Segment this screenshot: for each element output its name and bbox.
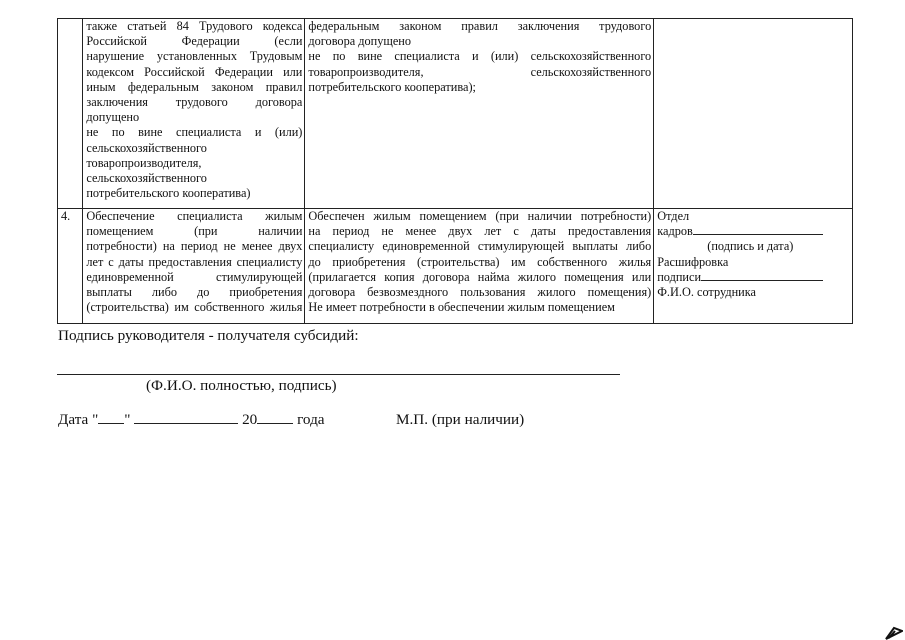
cell-text-line: договора безвозмездного пользования жилого помещения) xyxy=(308,285,652,300)
cell-text-line: потребительского кооператива) xyxy=(86,186,251,201)
signature-caption: (Ф.И.О. полностью, подпись) xyxy=(146,377,337,394)
cell-text-line: специалисту единовременной стимулирующей выплаты либо xyxy=(308,239,652,254)
cell-text-line: потребительского кооператива); xyxy=(308,79,476,94)
quote-open: " xyxy=(92,411,99,428)
table-row xyxy=(58,19,853,209)
cell-text-line: Обеспечен жилым помещением (при наличии потребности) xyxy=(308,209,652,223)
cell-text-line: сельскохозяйственного xyxy=(86,171,207,186)
table-row xyxy=(58,209,853,324)
row-number-cell: 4. xyxy=(58,209,83,324)
employee-name-label: Ф.И.О. сотрудника xyxy=(657,285,756,300)
hr-department-label: Отдел xyxy=(657,209,690,223)
month-blank xyxy=(134,423,238,424)
cell-text-line: договора допущено xyxy=(308,34,412,49)
cell-text-line: федеральным законом правил заключения трудового xyxy=(308,19,652,33)
hr-signature-line: кадров xyxy=(657,224,850,239)
signature-title: Подпись руководителя - получателя субсидий: xyxy=(58,327,359,344)
day-blank xyxy=(98,423,124,424)
signature-line xyxy=(57,374,620,375)
cell-text-line: кодексом Российской Федерации или xyxy=(86,64,303,79)
year-suffix: года xyxy=(297,411,325,428)
sign-date-caption: (подпись и дата) xyxy=(707,239,794,254)
decode-signature-line: подписи xyxy=(657,270,850,285)
cell-text-line: нарушение установленных Трудовым xyxy=(86,49,303,64)
cell-text-line: на период не менее двух лет с даты предоставления xyxy=(308,224,652,239)
criterion-cell xyxy=(83,19,305,209)
year-prefix: 20 xyxy=(242,411,258,428)
cell-text-line: до приобретения (строительства) им собственного жилья xyxy=(308,254,652,269)
cell-text-line: помещением (при наличии xyxy=(86,224,303,239)
cell-text-line: единовременной стимулирующей xyxy=(86,269,303,284)
cell-text-line: (прилагается копия договора найма жилого помещения или xyxy=(308,269,652,284)
cell-text-line: сельскохозяйственного xyxy=(86,140,207,155)
cell-text-line: Российской Федерации (если xyxy=(86,34,303,49)
row-number-cell xyxy=(58,19,83,209)
cell-text-line: допущено xyxy=(86,110,140,125)
cell-text-line: товаропроизводителя, xyxy=(86,155,202,170)
cell-text-line: заключения трудового договора xyxy=(86,95,303,110)
year-blank xyxy=(257,423,293,424)
quote-close: " xyxy=(124,411,131,428)
cell-text-line: потребности) на период не менее двух xyxy=(86,239,303,254)
cell-text-line: не по вине специалиста и (или) сельскохозяйственного xyxy=(308,49,652,64)
corner-mark-icon xyxy=(885,626,903,640)
confirmation-cell xyxy=(654,209,853,324)
result-cell xyxy=(305,209,654,324)
cell-text-line: иным федеральным законом правил xyxy=(86,79,303,94)
confirmation-cell xyxy=(654,19,853,209)
criterion-cell xyxy=(83,209,305,324)
cell-text-line: не по вине специалиста и (или) xyxy=(86,125,303,140)
cell-text-line: товаропроизводителя, сельскохозяйственного xyxy=(308,64,652,79)
cell-text-line: Обеспечение специалиста жилым xyxy=(86,209,303,223)
date-label: Дата xyxy=(58,411,89,428)
result-cell xyxy=(305,19,654,209)
cell-text-line: Не имеет потребности в обеспечении жилым помещением xyxy=(308,300,615,315)
stamp-label: М.П. (при наличии) xyxy=(396,411,525,428)
cell-text-line: (строительства) им собственного жилья xyxy=(86,300,303,315)
date-row xyxy=(58,411,325,429)
cell-text-line: также статьей 84 Трудового кодекса xyxy=(86,19,303,33)
cell-text-line: выплаты либо до приобретения xyxy=(86,285,303,300)
cell-text-line: лет с даты предоставления специалисту xyxy=(86,254,303,269)
form-table xyxy=(57,18,853,324)
decode-label: Расшифровка xyxy=(657,254,729,269)
